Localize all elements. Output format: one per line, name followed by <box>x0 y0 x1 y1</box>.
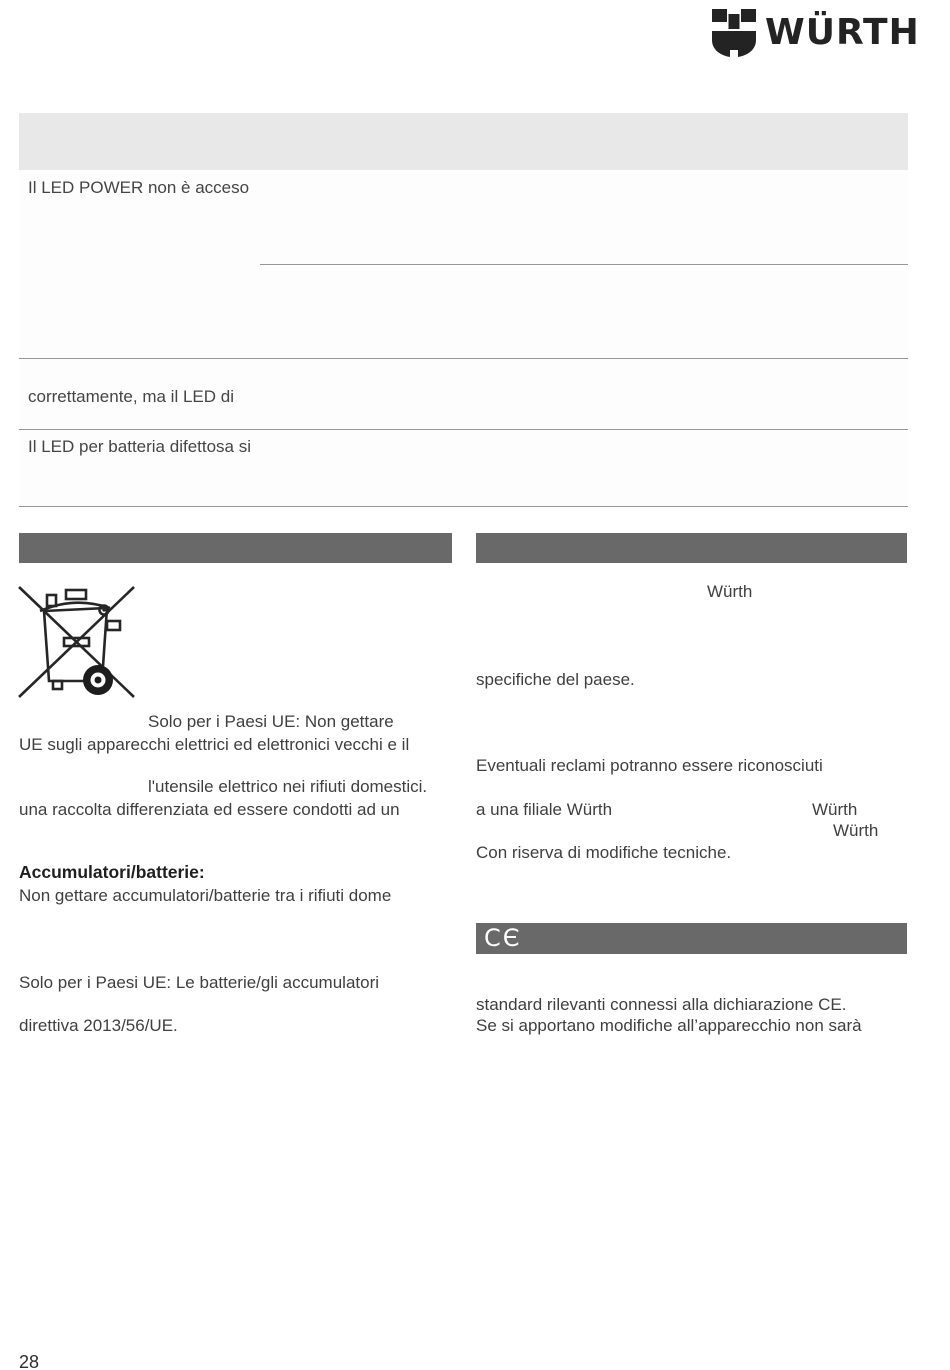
wurth-wordmark: WÜRTH <box>765 12 920 53</box>
table-header-row <box>19 113 908 170</box>
batteries-text-line: Solo per i Paesi UE: Le batterie/gli accumulatori <box>19 973 380 992</box>
weee-crossed-bin-icon <box>17 580 137 704</box>
troubleshooting-table <box>19 113 908 507</box>
directive-text-line: direttiva 2013/56/UE. <box>19 1016 178 1035</box>
warranty-wurth-word: Würth <box>833 821 879 840</box>
ce-section-bar <box>476 923 907 954</box>
table-row: Il LED POWER non è acceso <box>28 178 250 197</box>
section-bar-right <box>476 533 907 563</box>
table-row: correttamente, ma il LED di <box>28 387 234 406</box>
batteries-text-line: Non gettare accumulatori/batterie tra i rifiuti dome <box>19 886 392 905</box>
ce-mark-icon: CЄ <box>484 924 522 952</box>
ce-declaration-line: standard rilevanti connessi alla dichiarazione CE. <box>476 995 847 1014</box>
ce-declaration-line: Se si apportano modifiche all’apparecchio non sarà <box>476 1016 862 1035</box>
warranty-text-line: a una filiale Würth <box>476 800 613 819</box>
wurth-shield-icon <box>712 9 756 57</box>
table-row: Il LED per batteria difettosa si <box>28 437 252 456</box>
weee-caption-line2: l'utensile elettrico nei rifiuti domestici. <box>148 776 428 796</box>
table-divider <box>19 429 908 430</box>
warranty-text-line: Eventuali reclami potranno essere riconosciuti <box>476 756 823 775</box>
warranty-text-line: specifiche del paese. <box>476 670 635 689</box>
table-divider <box>19 358 908 359</box>
disposal-text-line: UE sugli apparecchi elettrici ed elettronici vecchi e il <box>19 735 410 754</box>
disposal-text-line: una raccolta differenziata ed essere condotti ad un <box>19 800 400 819</box>
weee-caption-line1: Solo per i Paesi UE: Non gettare <box>148 712 394 731</box>
section-bar-left <box>19 533 452 563</box>
warranty-text-line: Con riserva di modifiche tecniche. <box>476 843 732 862</box>
batteries-heading: Accumulatori/batterie: <box>19 862 205 882</box>
page-number: 28 <box>19 1352 40 1370</box>
warranty-wurth-word: Würth <box>812 800 858 819</box>
table-divider-partial <box>260 264 908 265</box>
table-divider <box>19 506 908 507</box>
warranty-wurth-word: Würth <box>707 582 753 601</box>
wurth-logo <box>712 9 920 57</box>
